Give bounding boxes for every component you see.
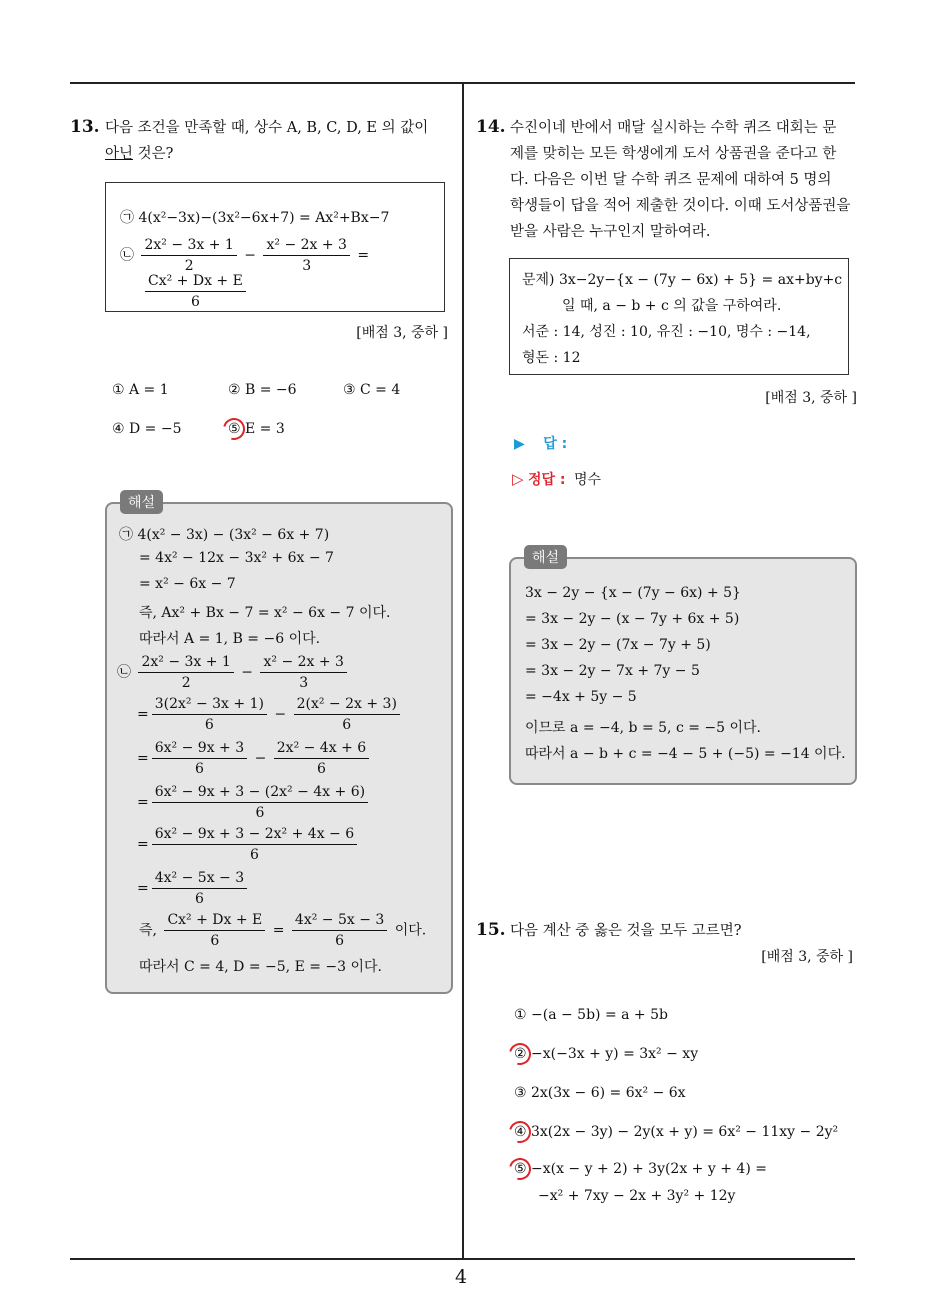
q13-sol-l3: = x² − 6x − 7 — [139, 576, 236, 592]
q13-sol-l5: 따라서 A = 1, B = −6 이다. — [139, 631, 321, 647]
q13-cond1 — [120, 207, 389, 227]
q14-text-line3: 다. 다음은 이번 달 수학 퀴즈 문제에 대하여 5 명의 — [510, 172, 832, 188]
q13-sol-l6: ㉡ $\frac{\text{2x² − 3x + 1}}{2}$ − $\frac{\text{x² − 2x + 3}}{3}$ — [117, 652, 350, 693]
q14-text-line1: 수진이네 반에서 매달 실시하는 수학 퀴즈 대회는 문 — [510, 120, 837, 136]
q13-solution-box — [105, 502, 453, 994]
q14-answer-row — [514, 433, 567, 453]
q13-score: [배점 3, 중하 ] — [356, 325, 448, 341]
q13-text-line2 — [105, 141, 173, 167]
bottom-rule — [70, 1258, 855, 1260]
q15-option-4-red-circle — [505, 1117, 535, 1147]
q14-correct-value: 명수 — [573, 472, 602, 488]
q13-option-2[interactable]: ② B = −6 — [228, 382, 297, 398]
q13-text-rest: 것은? — [133, 146, 174, 162]
q14-box-l4: 형돈 : 12 — [522, 350, 581, 366]
q14-box-l1: 문제) 3x−2y−{x − (7y − 6x) + 5} = ax+by+c — [522, 272, 843, 288]
q15-option-4[interactable]: ④ 3x(2x − 3y) − 2y(x + y) = 6x² − 11xy − 2y² — [514, 1124, 839, 1140]
q13-sol-l10: = $\frac{\text{6x² − 9x + 3 − 2x² + 4x − 6}}{6}$ — [137, 824, 360, 865]
page-number: 4 — [455, 1266, 468, 1288]
q13-sol-l1: ㉠ 4(x² − 3x) − (3x² − 6x + 7) — [119, 527, 330, 543]
q14-solution-box — [509, 557, 857, 785]
q13-option-3[interactable]: ③ C = 4 — [343, 382, 401, 398]
q14-sol-l2: = 3x − 2y − (x − 7y + 6x + 5) — [525, 611, 740, 627]
q15-score: [배점 3, 중하 ] — [761, 949, 853, 965]
q13-option-4[interactable]: ④ D = −5 — [112, 421, 182, 437]
q14-answer-label: 답 : — [543, 436, 568, 452]
q13-sol-l12: 즉, $\frac{\text{Cx² + Dx + E}}{6}$ = $\frac{\text{4x² − 5x − 3}}{6}$ 이다. — [139, 912, 427, 949]
q13-sol-frac4: $\frac{\text{2(x² − 2x + 3)}}{6}$ — [294, 694, 400, 735]
q13-number: 13. — [70, 117, 100, 137]
q13-cond2-frac3: $\frac{\text{Cx² + Dx + E}}{6}$ — [145, 271, 246, 312]
q15-text: 다음 계산 중 옳은 것을 모두 고르면? — [510, 923, 742, 939]
q13-sol-frac5: $\frac{\text{6x² − 9x + 3}}{6}$ — [152, 738, 247, 779]
q13-option-5-red-circle — [219, 414, 249, 444]
q15-option-2-red-circle — [505, 1039, 535, 1069]
q15-option-1[interactable]: ① −(a − 5b) = a + 5b — [514, 1007, 668, 1023]
q15-option-5[interactable]: ⑤ −x(x − y + 2) + 3y(2x + y + 4) = — [514, 1161, 767, 1177]
q14-correct-label: 정답 : — [528, 472, 566, 488]
outline-arrow-icon: ▷ — [512, 470, 524, 488]
q14-box-l3: 서준 : 14, 성진 : 10, 유진 : −10, 명수 : −14, — [522, 324, 811, 340]
q15-number: 15. — [476, 920, 506, 940]
q13-cond1-mark: ㉠ — [120, 210, 134, 226]
q14-sol-l5: = −4x + 5y − 5 — [525, 689, 637, 705]
q13-text-line1: 다음 조건을 만족할 때, 상수 A, B, C, D, E 의 값이 — [105, 120, 429, 136]
q14-correct-row — [512, 469, 601, 489]
q13-cond2: ㉡ $\frac{\text{2x² − 3x + 1}}{2}$ − $\frac{\text{x² − 2x + 3}}{3}$ = — [120, 237, 370, 274]
q13-sol-frac6: $\frac{\text{2x² − 4x + 6}}{6}$ — [274, 738, 369, 779]
q14-solution-tag: 해설 — [524, 545, 567, 569]
q13-underlined-word: 아닌 — [105, 146, 134, 162]
q13-sol-frac1: $\frac{\text{2x² − 3x + 1}}{2}$ — [138, 652, 233, 693]
q15-option-3[interactable]: ③ 2x(3x − 6) = 6x² − 6x — [514, 1085, 686, 1101]
q13-cond2-frac1: $\frac{\text{2x² − 3x + 1}}{2}$ — [141, 235, 236, 276]
q13-option-1[interactable]: ① A = 1 — [112, 382, 169, 398]
q14-sol-l3: = 3x − 2y − (7x − 7y + 5) — [525, 637, 711, 653]
q13-cond2-rhs — [142, 271, 249, 312]
q14-sol-l4: = 3x − 2y − 7x + 7y − 5 — [525, 663, 700, 679]
q13-sol-l8: = $\frac{\text{6x² − 9x + 3}}{6}$ − $\frac{\text{2x² − 4x + 6}}{6}$ — [137, 738, 372, 779]
q13-sol-l4: 즉, Ax² + Bx − 7 = x² − 6x − 7 이다. — [139, 605, 391, 621]
q13-sol-frac3: $\frac{\text{3(2x² − 3x + 1)}}{6}$ — [152, 694, 267, 735]
q13-option-5[interactable]: ⑤ E = 3 — [228, 421, 285, 437]
q13-sol-frac2: $\frac{\text{x² − 2x + 3}}{3}$ — [260, 652, 346, 693]
q14-sol-l6: 이므로 a = −4, b = 5, c = −5 이다. — [525, 720, 761, 736]
play-arrow-icon: ▶ — [514, 436, 525, 452]
q14-problem-box — [509, 258, 849, 375]
q13-sol-l9: = $\frac{\text{6x² − 9x + 3 − (2x² − 4x + 6)}}{6}$ — [137, 782, 371, 823]
q13-cond2-frac2: $\frac{\text{x² − 2x + 3}}{3}$ — [263, 235, 349, 276]
q13-condition-box — [105, 182, 445, 312]
q13-sol-l11: = $\frac{\text{4x² − 5x − 3}}{6}$ — [137, 868, 250, 909]
q15-option-2[interactable]: ② −x(−3x + y) = 3x² − xy — [514, 1046, 699, 1062]
q14-box-l2: 일 때, a − b + c 의 값을 구하여라. — [562, 298, 782, 314]
column-divider — [462, 82, 464, 1260]
q14-number: 14. — [476, 117, 506, 137]
q15-option-5-continued: −x² + 7xy − 2x + 3y² + 12y — [538, 1188, 736, 1204]
q13-sol-l7: = $\frac{\text{3(2x² − 3x + 1)}}{6}$ − $\frac{\text{2(x² − 2x + 3)}}{6}$ — [137, 694, 403, 735]
q14-text — [510, 115, 860, 245]
q13-sol-l13: 따라서 C = 4, D = −5, E = −3 이다. — [139, 959, 383, 975]
q14-sol-l1: 3x − 2y − {x − (7y − 6x) + 5} — [525, 585, 741, 601]
q13-sol-l6-mark: ㉡ — [117, 664, 131, 681]
q14-text-line2: 제를 맞히는 모든 학생에게 도서 상품권을 준다고 한 — [510, 146, 837, 162]
q14-score: [배점 3, 중하 ] — [765, 390, 857, 406]
q13-solution-tag: 해설 — [120, 490, 163, 514]
q14-text-line5: 받을 사람은 누구인지 말하여라. — [510, 224, 711, 240]
q13-cond2-mark: ㉡ — [120, 247, 134, 264]
q13-sol-frac9: $\frac{\text{4x² − 5x − 3}}{6}$ — [152, 868, 247, 909]
q13-sol-l2: = 4x² − 12x − 3x² + 6x − 7 — [139, 550, 334, 566]
q13-sol-frac8: $\frac{\text{6x² − 9x + 3 − 2x² + 4x − 6}}{6}$ — [152, 824, 357, 865]
q13-sol-frac7: $\frac{\text{6x² − 9x + 3 − (2x² − 4x + 6)}}{6}$ — [152, 782, 368, 823]
q13-sol-frac11: $\frac{\text{4x² − 5x − 3}}{6}$ — [292, 910, 387, 951]
q13-cond1-expr: 4(x²−3x)−(3x²−6x+7) = Ax²+Bx−7 — [138, 210, 390, 226]
q14-sol-l7: 따라서 a − b + c = −4 − 5 + (−5) = −14 이다. — [525, 746, 846, 762]
q14-text-line4: 학생들이 답을 적어 제출한 것이다. 이때 도서상품권을 — [510, 198, 851, 214]
q13-sol-frac10: $\frac{\text{Cx² + Dx + E}}{6}$ — [164, 910, 265, 951]
q15-option-5-red-circle — [505, 1154, 535, 1184]
